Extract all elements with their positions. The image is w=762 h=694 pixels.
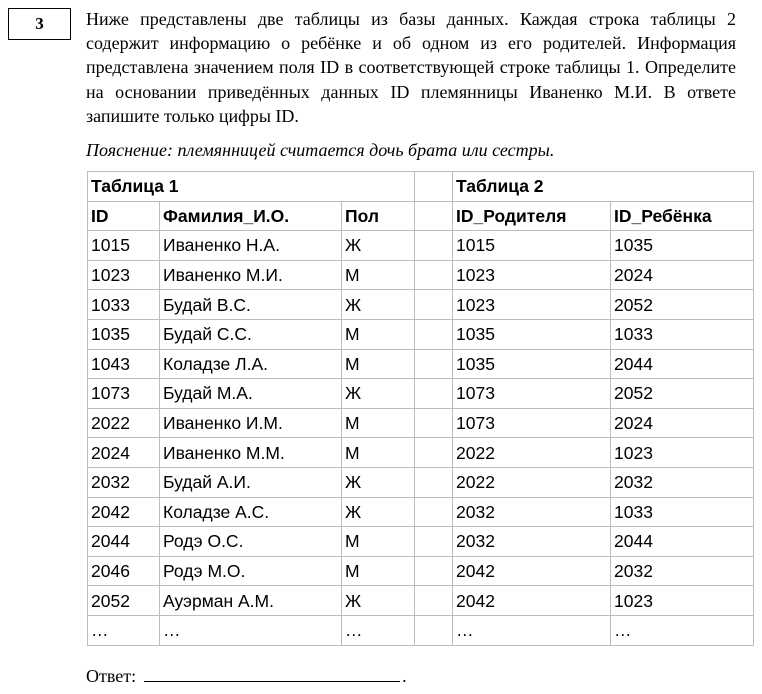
table2-cell-child-id: 2052 [611,379,754,409]
answer-area [86,666,407,687]
table-gap-cell [415,231,453,261]
table2-cell-child-id: 1023 [611,586,754,616]
table-gap-cell [415,556,453,586]
table2-cell-child-id: 1023 [611,438,754,468]
table1-cell-id: 1015 [88,231,160,261]
table1-cell-name: Родэ О.С. [160,527,342,557]
table2-cell-child-id: 2032 [611,467,754,497]
table2-cell-parent-id: 2042 [453,586,611,616]
table2-cell-child-id: 2032 [611,556,754,586]
table1-cell-name: Иваненко Н.А. [160,231,342,261]
table1-cell-name: Будай А.И. [160,467,342,497]
table2-cell-child-id: 2024 [611,260,754,290]
table-gap-cell [415,586,453,616]
table-gap-cell [415,349,453,379]
table1-cell-id: 2052 [88,586,160,616]
table1-cell-sex: Ж [342,497,415,527]
table1-cell-sex: М [342,527,415,557]
task-number-box [8,8,71,40]
table1-title: Таблица 1 [88,172,415,202]
table2-cell-parent-id: 1015 [453,231,611,261]
table2-cell-parent-id: 2032 [453,497,611,527]
table-row [88,556,754,586]
table2-cell-child-id: 1033 [611,497,754,527]
table-row [88,231,754,261]
table1-cell-sex: Ж [342,231,415,261]
answer-label: Ответ: [86,666,137,686]
table-row [88,467,754,497]
table1-header-sex: Пол [342,201,415,231]
table-gap-cell [415,527,453,557]
table-gap-cell [415,497,453,527]
table2-header-parent-id: ID_Родителя [453,201,611,231]
answer-dot: . [402,666,407,686]
table2-cell-child-id: … [611,615,754,645]
table1-cell-name: Иваненко И.М. [160,408,342,438]
table-gap-cell [415,290,453,320]
table1-cell-id: … [88,615,160,645]
table2-cell-parent-id: … [453,615,611,645]
table-header-row [88,201,754,231]
table-row [88,408,754,438]
table1-cell-sex: Ж [342,379,415,409]
table-row [88,497,754,527]
table1-cell-id: 1073 [88,379,160,409]
answer-field[interactable] [144,667,400,682]
table1-cell-name: Будай В.С. [160,290,342,320]
table1-cell-id: 1033 [88,290,160,320]
table2-cell-parent-id: 1023 [453,260,611,290]
table1-cell-sex: Ж [342,586,415,616]
table1-cell-name: Родэ М.О. [160,556,342,586]
table1-cell-name: Коладзе Л.А. [160,349,342,379]
table1-cell-id: 2046 [88,556,160,586]
table-row [88,290,754,320]
table1-cell-sex: М [342,408,415,438]
table2-cell-child-id: 2052 [611,290,754,320]
table1-cell-id: 1035 [88,319,160,349]
table2-cell-parent-id: 2032 [453,527,611,557]
table2-cell-child-id: 2044 [611,527,754,557]
table-title-row [88,172,754,202]
table1-cell-sex: М [342,556,415,586]
table1-cell-sex: М [342,349,415,379]
table2-cell-child-id: 1035 [611,231,754,261]
table-gap-cell [415,438,453,468]
table1-header-id: ID [88,201,160,231]
task-number: 3 [35,14,44,33]
table1-cell-id: 2032 [88,467,160,497]
table1-cell-sex: Ж [342,467,415,497]
table2-cell-parent-id: 1073 [453,379,611,409]
table2-cell-child-id: 2044 [611,349,754,379]
table2-cell-parent-id: 1035 [453,349,611,379]
table2-cell-parent-id: 2022 [453,438,611,468]
table-gap-cell [415,172,453,202]
table1-cell-sex: М [342,319,415,349]
table1-cell-name: Ауэрман А.М. [160,586,342,616]
table1-cell-name: Будай М.А. [160,379,342,409]
table-gap-cell [415,467,453,497]
table-row [88,586,754,616]
table1-cell-id: 2042 [88,497,160,527]
table2-cell-parent-id: 1073 [453,408,611,438]
table-row [88,438,754,468]
table1-cell-id: 2022 [88,408,160,438]
table1-cell-id: 1023 [88,260,160,290]
table2-title: Таблица 2 [453,172,754,202]
table-gap-cell [415,260,453,290]
table-gap-cell [415,379,453,409]
table-gap-cell [415,319,453,349]
table1-cell-name: Иваненко М.М. [160,438,342,468]
table2-cell-child-id: 1033 [611,319,754,349]
table2-cell-parent-id: 1035 [453,319,611,349]
table1-cell-name: … [160,615,342,645]
table-gap-cell [415,201,453,231]
table-gap-cell [415,615,453,645]
table-row [88,319,754,349]
table-row [88,260,754,290]
table-row [88,349,754,379]
table2-cell-child-id: 2024 [611,408,754,438]
table1-cell-name: Будай С.С. [160,319,342,349]
table2-header-child-id: ID_Ребёнка [611,201,754,231]
table1-cell-id: 2044 [88,527,160,557]
table-row [88,615,754,645]
task-text: Ниже представлены две таблицы из базы данных. Каждая строка таблицы 2 содержит информацию о ребёнке и об одном из его родителей. Информация представлена значением поля ID в соответствующей строке таблицы 1. Определите на основании приведённых данных ID племянницы Иваненко М.И. В ответе запишите только цифры ID. [86,9,736,126]
table-row [88,527,754,557]
table2-cell-parent-id: 2042 [453,556,611,586]
table1-cell-id: 1043 [88,349,160,379]
table1-cell-sex: М [342,260,415,290]
task-note: Пояснение: племянницей считается дочь брата или сестры. [86,140,555,160]
table1-cell-name: Коладзе А.С. [160,497,342,527]
table2-cell-parent-id: 2022 [453,467,611,497]
database-tables [87,171,754,646]
tables-body [88,172,754,646]
table1-header-name: Фамилия_И.О. [160,201,342,231]
table-gap-cell [415,408,453,438]
table1-cell-sex: Ж [342,290,415,320]
table1-cell-sex: М [342,438,415,468]
table2-cell-parent-id: 1023 [453,290,611,320]
table1-cell-name: Иваненко М.И. [160,260,342,290]
table1-cell-sex: … [342,615,415,645]
table1-cell-id: 2024 [88,438,160,468]
table-row [88,379,754,409]
